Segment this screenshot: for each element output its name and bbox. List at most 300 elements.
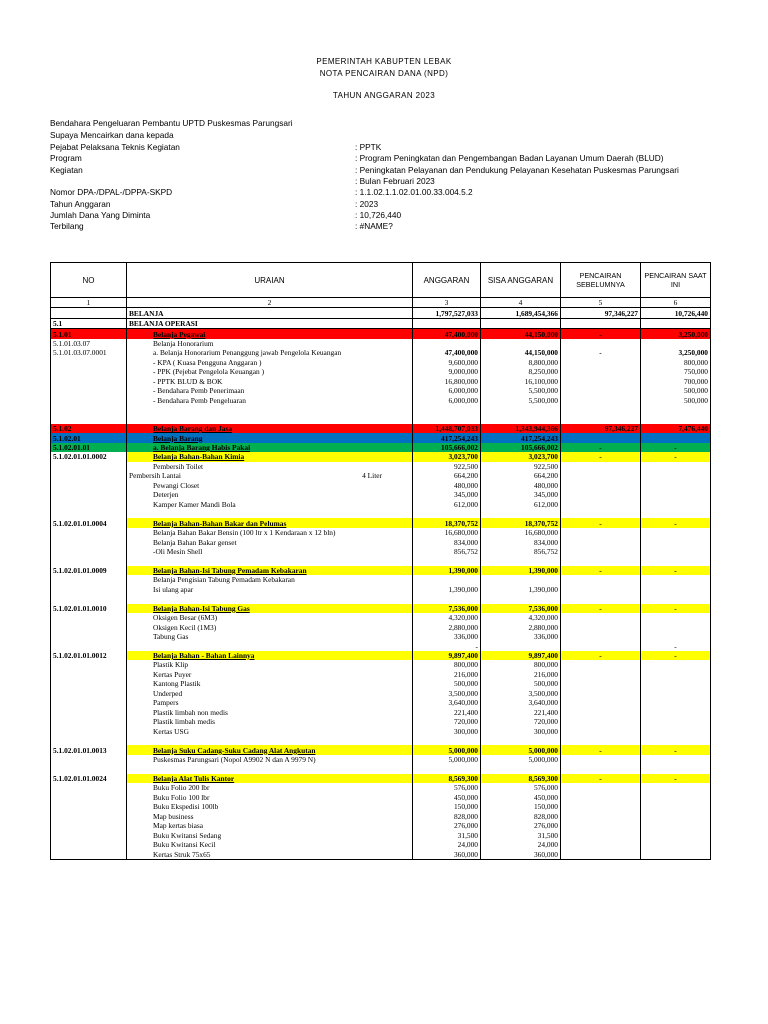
cell-anggaran bbox=[413, 575, 481, 584]
cell-no bbox=[51, 698, 127, 707]
cell-anggaran bbox=[413, 318, 481, 328]
table-row bbox=[51, 348, 711, 357]
cell-pencairan-saat-ini bbox=[641, 840, 711, 849]
cell-text: 5.1.02.01.01.0010 bbox=[53, 603, 107, 613]
cell-no bbox=[51, 452, 127, 461]
table-row bbox=[51, 764, 711, 773]
cell-pencairan-saat-ini bbox=[641, 547, 711, 556]
cell-uraian bbox=[127, 537, 413, 546]
col-number: 3 bbox=[413, 298, 481, 308]
cell-text: 5.1.01.03.07.0001 bbox=[53, 348, 107, 358]
cell-text: Buku Kwitansi Kecil bbox=[153, 840, 216, 850]
cell-text: - Bendahara Pemb Penerimaan bbox=[153, 386, 245, 396]
cell-no bbox=[51, 367, 127, 376]
cell-no bbox=[51, 556, 127, 565]
col-number: 6 bbox=[641, 298, 711, 308]
cell-uraian bbox=[127, 500, 413, 509]
cell-pencairan-saat-ini bbox=[641, 717, 711, 726]
cell-pencairan-sebelumnya bbox=[561, 707, 641, 716]
cell-text: 44,150,000 bbox=[524, 329, 558, 339]
cell-pencairan-saat-ini bbox=[641, 528, 711, 537]
cell-text: 417,254,243 bbox=[441, 433, 478, 443]
cell-no bbox=[51, 433, 127, 442]
cell-text: -Oli Mesin Shell bbox=[153, 547, 203, 556]
cell-uraian bbox=[127, 377, 413, 386]
cell-sisa-anggaran bbox=[481, 717, 561, 726]
table-row bbox=[51, 811, 711, 820]
cell-text: 3,640,000 bbox=[528, 698, 558, 708]
info-line-instruction: Supaya Mencairkan dana kepada bbox=[50, 130, 174, 140]
cell-pencairan-sebelumnya bbox=[561, 396, 641, 405]
cell-text: 1,689,454,366 bbox=[515, 308, 558, 318]
cell-no bbox=[51, 348, 127, 357]
cell-pencairan-saat-ini bbox=[641, 613, 711, 622]
cell-text: - bbox=[674, 773, 677, 783]
cell-pencairan-saat-ini bbox=[641, 358, 711, 367]
cell-text: Kertas USG bbox=[153, 726, 189, 736]
cell-pencairan-sebelumnya bbox=[561, 500, 641, 509]
cell-pencairan-saat-ini bbox=[641, 622, 711, 631]
cell-text: 5.1.02.01.01.0024 bbox=[53, 773, 107, 783]
table-row bbox=[51, 481, 711, 490]
cell-no bbox=[51, 745, 127, 754]
cell-text: Belanja Bahan-Isi Tabung Gas bbox=[153, 603, 250, 613]
cell-sisa-anggaran bbox=[481, 821, 561, 830]
cell-anggaran bbox=[413, 622, 481, 631]
info-field-label: Tahun Anggaran bbox=[50, 198, 111, 209]
cell-text: 3,250,000 bbox=[678, 348, 708, 358]
cell-text: 300,000 bbox=[453, 726, 478, 736]
cell-text: 31,500 bbox=[537, 830, 558, 840]
cell-pencairan-sebelumnya bbox=[561, 443, 641, 452]
cell-text: 1,797,527,033 bbox=[435, 308, 478, 318]
cell-text: 5.1.02.01.01.0012 bbox=[53, 650, 107, 660]
cell-text: Oksigen Kecil (1M3) bbox=[153, 622, 217, 632]
cell-text: 8,250,000 bbox=[528, 367, 558, 377]
cell-text: 664,200 bbox=[453, 471, 478, 481]
table-row bbox=[51, 755, 711, 764]
cell-pencairan-sebelumnya bbox=[561, 528, 641, 537]
cell-text: 221,400 bbox=[453, 707, 478, 717]
cell-pencairan-saat-ini bbox=[641, 348, 711, 357]
cell-pencairan-saat-ini bbox=[641, 736, 711, 745]
table-row bbox=[51, 377, 711, 386]
cell-anggaran bbox=[413, 594, 481, 603]
cell-sisa-anggaran bbox=[481, 745, 561, 754]
cell-anggaran bbox=[413, 698, 481, 707]
cell-sisa-anggaran bbox=[481, 471, 561, 480]
cell-text: Map kertas biasa bbox=[153, 821, 204, 831]
cell-sisa-anggaran bbox=[481, 670, 561, 679]
cell-text: 24,000 bbox=[537, 840, 558, 850]
cell-text: 856,752 bbox=[533, 547, 558, 556]
cell-anggaran bbox=[413, 755, 481, 764]
cell-uraian bbox=[127, 396, 413, 405]
cell-no bbox=[51, 793, 127, 802]
cell-pencairan-saat-ini bbox=[641, 783, 711, 792]
cell-sisa-anggaran bbox=[481, 386, 561, 395]
cell-pencairan-saat-ini bbox=[641, 670, 711, 679]
cell-no bbox=[51, 717, 127, 726]
cell-text: 16,100,000 bbox=[524, 376, 558, 386]
cell-text: Pewangi Closet bbox=[153, 480, 200, 490]
table-row bbox=[51, 679, 711, 688]
cell-pencairan-sebelumnya bbox=[561, 660, 641, 669]
cell-pencairan-saat-ini bbox=[641, 755, 711, 764]
info-line-treasurer: Bendahara Pengeluaran Pembantu UPTD Puskesmas Parungsari bbox=[50, 118, 293, 128]
cell-text: 576,000 bbox=[453, 783, 478, 793]
cell-anggaran bbox=[413, 471, 481, 480]
cell-text: 5,000,000 bbox=[448, 754, 478, 764]
cell-sisa-anggaran bbox=[481, 811, 561, 820]
cell-text: Puskesmas Parungsari (Nopol A9902 N dan A 9979 N) bbox=[153, 754, 316, 764]
cell-text: 276,000 bbox=[533, 821, 558, 831]
cell-pencairan-saat-ini bbox=[641, 452, 711, 461]
cell-pencairan-saat-ini bbox=[641, 585, 711, 594]
cell-anggaran bbox=[413, 339, 481, 348]
cell-pencairan-saat-ini bbox=[641, 518, 711, 527]
cell-pencairan-sebelumnya bbox=[561, 736, 641, 745]
cell-sisa-anggaran bbox=[481, 575, 561, 584]
cell-text: 417,254,243 bbox=[521, 433, 558, 443]
cell-anggaran bbox=[413, 348, 481, 357]
cell-text: Buku Ekspedisi 100lb bbox=[153, 802, 219, 812]
cell-text: 856,752 bbox=[453, 547, 478, 556]
cell-text: 97,346,227 bbox=[604, 424, 638, 434]
table-row bbox=[51, 424, 711, 433]
cell-no bbox=[51, 764, 127, 773]
cell-text: 922,500 bbox=[533, 461, 558, 471]
cell-pencairan-sebelumnya bbox=[561, 755, 641, 764]
cell-pencairan-sebelumnya bbox=[561, 318, 641, 328]
cell-text: - bbox=[674, 641, 677, 651]
cell-text: - bbox=[599, 773, 602, 783]
cell-uraian bbox=[127, 528, 413, 537]
cell-text: 345,000 bbox=[533, 490, 558, 500]
cell-pencairan-saat-ini bbox=[641, 414, 711, 423]
cell-text: 150,000 bbox=[533, 802, 558, 812]
cell-no bbox=[51, 386, 127, 395]
cell-pencairan-saat-ini bbox=[641, 604, 711, 613]
cell-pencairan-saat-ini bbox=[641, 556, 711, 565]
cell-sisa-anggaran bbox=[481, 433, 561, 442]
cell-text: 44,150,000 bbox=[524, 348, 558, 358]
cell-pencairan-sebelumnya bbox=[561, 793, 641, 802]
cell-text: Belanja Bahan-Bahan Bakar dan Pelumas bbox=[153, 518, 287, 528]
cell-text: 1,390,000 bbox=[448, 565, 478, 575]
cell-text: - bbox=[674, 745, 677, 755]
cell-no bbox=[51, 329, 127, 339]
cell-text: 4,320,000 bbox=[448, 613, 478, 623]
cell-pencairan-saat-ini bbox=[641, 405, 711, 414]
cell-text: 500,000 bbox=[683, 395, 708, 405]
cell-anggaran bbox=[413, 547, 481, 556]
cell-pencairan-sebelumnya bbox=[561, 424, 641, 433]
cell-uraian bbox=[127, 830, 413, 839]
cell-sisa-anggaran bbox=[481, 802, 561, 811]
cell-text: 24,000 bbox=[457, 840, 478, 850]
cell-text: Map business bbox=[153, 811, 194, 821]
cell-text: 800,000 bbox=[453, 660, 478, 670]
cell-text: 3,023,700 bbox=[528, 452, 558, 462]
cell-uraian bbox=[127, 594, 413, 603]
cell-text: Buku Kwitansi Sedang bbox=[153, 830, 222, 840]
item-label: Pembersih Lantai bbox=[129, 471, 181, 481]
cell-sisa-anggaran bbox=[481, 613, 561, 622]
cell-text: - bbox=[599, 443, 602, 453]
cell-text: 16,800,000 bbox=[444, 376, 478, 386]
cell-pencairan-sebelumnya bbox=[561, 830, 641, 839]
cell-text bbox=[129, 405, 153, 414]
cell-sisa-anggaran bbox=[481, 840, 561, 849]
cell-no bbox=[51, 481, 127, 490]
cell-text: 3,500,000 bbox=[448, 688, 478, 698]
cell-anggaran bbox=[413, 764, 481, 773]
cell-uraian bbox=[127, 547, 413, 556]
cell-pencairan-sebelumnya bbox=[561, 575, 641, 584]
cell-no bbox=[51, 830, 127, 839]
cell-sisa-anggaran bbox=[481, 490, 561, 499]
cell-text: 500,000 bbox=[453, 679, 478, 689]
table-row bbox=[51, 405, 711, 414]
cell-pencairan-saat-ini bbox=[641, 339, 711, 348]
cell-pencairan-saat-ini bbox=[641, 689, 711, 698]
table-header-row bbox=[51, 263, 711, 298]
cell-pencairan-sebelumnya bbox=[561, 821, 641, 830]
table-row bbox=[51, 433, 711, 442]
cell-uraian bbox=[127, 802, 413, 811]
cell-uraian bbox=[127, 783, 413, 792]
cell-sisa-anggaran bbox=[481, 547, 561, 556]
cell-no bbox=[51, 783, 127, 792]
cell-text: - bbox=[674, 565, 677, 575]
table-row bbox=[51, 840, 711, 849]
cell-text: 664,200 bbox=[533, 471, 558, 481]
table-row bbox=[51, 443, 711, 452]
cell-text: - bbox=[674, 443, 677, 453]
table-row bbox=[51, 471, 711, 480]
cell-text: 5.1.02.01.01.0002 bbox=[53, 452, 107, 462]
cell-text: 336,000 bbox=[533, 632, 558, 642]
cell-no bbox=[51, 604, 127, 613]
cell-sisa-anggaran bbox=[481, 679, 561, 688]
cell-text: - bbox=[599, 650, 602, 660]
cell-text: Plastik Klip bbox=[153, 660, 189, 670]
cell-no bbox=[51, 585, 127, 594]
cell-text: Belanja Pegawai bbox=[153, 329, 206, 339]
table-row bbox=[51, 490, 711, 499]
cell-uraian bbox=[127, 793, 413, 802]
cell-anggaran bbox=[413, 660, 481, 669]
cell-text: 5.1 bbox=[53, 319, 63, 329]
cell-sisa-anggaran bbox=[481, 707, 561, 716]
cell-pencairan-sebelumnya bbox=[561, 329, 641, 339]
cell-no bbox=[51, 613, 127, 622]
col-number: 4 bbox=[481, 298, 561, 308]
cell-anggaran bbox=[413, 821, 481, 830]
cell-text: 150,000 bbox=[453, 802, 478, 812]
cell-text bbox=[129, 764, 153, 773]
cell-pencairan-sebelumnya bbox=[561, 613, 641, 622]
cell-text: Belanja Honorarium bbox=[153, 339, 214, 349]
cell-no bbox=[51, 594, 127, 603]
cell-pencairan-saat-ini bbox=[641, 641, 711, 650]
cell-text: 834,000 bbox=[453, 537, 478, 547]
cell-text: 5.1.01 bbox=[53, 329, 72, 339]
cell-no bbox=[51, 500, 127, 509]
table-row bbox=[51, 707, 711, 716]
table-row bbox=[51, 745, 711, 754]
cell-text: 216,000 bbox=[453, 669, 478, 679]
cell-pencairan-saat-ini bbox=[641, 679, 711, 688]
cell-text: 9,600,000 bbox=[448, 357, 478, 367]
cell-uraian bbox=[127, 613, 413, 622]
cell-text: 7,476,440 bbox=[678, 424, 708, 434]
cell-pencairan-saat-ini bbox=[641, 698, 711, 707]
cell-pencairan-saat-ini bbox=[641, 594, 711, 603]
cell-uraian bbox=[127, 840, 413, 849]
cell-uraian bbox=[127, 556, 413, 565]
cell-pencairan-sebelumnya bbox=[561, 717, 641, 726]
table-row bbox=[51, 594, 711, 603]
cell-uraian bbox=[127, 811, 413, 820]
cell-pencairan-sebelumnya bbox=[561, 339, 641, 348]
cell-anggaran bbox=[413, 528, 481, 537]
cell-no bbox=[51, 396, 127, 405]
table-row bbox=[51, 632, 711, 641]
cell-sisa-anggaran bbox=[481, 308, 561, 318]
cell-pencairan-saat-ini bbox=[641, 821, 711, 830]
table-row bbox=[51, 604, 711, 613]
cell-sisa-anggaran bbox=[481, 660, 561, 669]
cell-anggaran bbox=[413, 462, 481, 471]
cell-no bbox=[51, 377, 127, 386]
header-no: NO bbox=[51, 263, 127, 298]
cell-text: Plastik limbah medis bbox=[153, 717, 215, 727]
cell-text: 7,536,000 bbox=[528, 603, 558, 613]
cell-pencairan-saat-ini bbox=[641, 308, 711, 318]
cell-pencairan-sebelumnya bbox=[561, 556, 641, 565]
cell-pencairan-sebelumnya bbox=[561, 386, 641, 395]
cell-sisa-anggaran bbox=[481, 698, 561, 707]
cell-sisa-anggaran bbox=[481, 585, 561, 594]
cell-text bbox=[129, 509, 153, 518]
document-subtitle: NOTA PENCAIRAN DANA (NPD) bbox=[319, 69, 449, 78]
budget-table bbox=[50, 262, 711, 860]
cell-pencairan-sebelumnya bbox=[561, 509, 641, 518]
cell-pencairan-sebelumnya bbox=[561, 641, 641, 650]
info-field-value: : Peningkatan Pelayanan dan Pendukung Pelayanan Kesehatan Puskesmas Parungsari bbox=[355, 164, 679, 175]
cell-no bbox=[51, 736, 127, 745]
cell-text: 9,000,000 bbox=[448, 367, 478, 377]
cell-text: Buku Folio 100 lbr bbox=[153, 792, 210, 802]
table-row bbox=[51, 698, 711, 707]
info-field-label: Nomor DPA-/DPAL-/DPPA-SKPD bbox=[50, 187, 173, 198]
table-row bbox=[51, 339, 711, 348]
cell-pencairan-saat-ini bbox=[641, 764, 711, 773]
cell-pencairan-sebelumnya bbox=[561, 632, 641, 641]
cell-pencairan-sebelumnya bbox=[561, 308, 641, 318]
cell-uraian bbox=[127, 566, 413, 575]
cell-text: 5,500,000 bbox=[528, 386, 558, 396]
cell-text: 5,000,000 bbox=[528, 754, 558, 764]
table-row bbox=[51, 575, 711, 584]
cell-pencairan-saat-ini bbox=[641, 537, 711, 546]
cell-text: 10,726,440 bbox=[674, 308, 708, 318]
info-field-label: Kegiatan bbox=[50, 164, 83, 175]
header-pencairan-sebelumnya: PENCAIRAN SEBELUMNYA bbox=[561, 263, 641, 298]
cell-pencairan-saat-ini bbox=[641, 651, 711, 660]
cell-sisa-anggaran bbox=[481, 556, 561, 565]
cell-anggaran bbox=[413, 830, 481, 839]
cell-pencairan-sebelumnya bbox=[561, 726, 641, 735]
cell-pencairan-saat-ini bbox=[641, 830, 711, 839]
cell-uraian bbox=[127, 632, 413, 641]
cell-sisa-anggaran bbox=[481, 641, 561, 650]
cell-text: 5.1.02.01.01.0013 bbox=[53, 745, 107, 755]
cell-pencairan-sebelumnya bbox=[561, 566, 641, 575]
cell-anggaran bbox=[413, 481, 481, 490]
cell-pencairan-sebelumnya bbox=[561, 670, 641, 679]
cell-text: Belanja Barang dan Jasa bbox=[153, 424, 233, 434]
table-row bbox=[51, 641, 711, 650]
cell-pencairan-saat-ini bbox=[641, 726, 711, 735]
cell-text: 18,370,752 bbox=[524, 518, 558, 528]
cell-text: Belanja Bahan-Isi Tabung Pemadam Kebakaran bbox=[153, 565, 307, 575]
cell-no bbox=[51, 462, 127, 471]
header-uraian: URAIAN bbox=[127, 263, 413, 298]
cell-no bbox=[51, 318, 127, 328]
cell-pencairan-saat-ini bbox=[641, 849, 711, 859]
table-column-number-row bbox=[51, 298, 711, 308]
cell-text: 6,000,000 bbox=[448, 395, 478, 405]
cell-anggaran bbox=[413, 566, 481, 575]
cell-text: 336,000 bbox=[453, 632, 478, 642]
cell-sisa-anggaran bbox=[481, 481, 561, 490]
cell-text bbox=[129, 594, 153, 603]
cell-text: 480,000 bbox=[533, 480, 558, 490]
cell-uraian bbox=[127, 452, 413, 461]
cell-text: Underped bbox=[153, 688, 183, 698]
cell-no bbox=[51, 679, 127, 688]
cell-text: 216,000 bbox=[533, 669, 558, 679]
cell-pencairan-sebelumnya bbox=[561, 585, 641, 594]
cell-text: 750,000 bbox=[683, 367, 708, 377]
cell-text: 834,000 bbox=[533, 537, 558, 547]
cell-text: 3,023,700 bbox=[448, 452, 478, 462]
header-pencairan-saat-ini: PENCAIRAN SAAT INI bbox=[641, 263, 711, 298]
cell-pencairan-saat-ini bbox=[641, 509, 711, 518]
table-row bbox=[51, 367, 711, 376]
cell-text: Belanja Bahan - Bahan Lainnya bbox=[153, 650, 255, 660]
cell-anggaran bbox=[413, 726, 481, 735]
cell-anggaran bbox=[413, 500, 481, 509]
cell-text: Deterjen bbox=[153, 490, 179, 500]
cell-text: 1,390,000 bbox=[528, 565, 558, 575]
cell-sisa-anggaran bbox=[481, 632, 561, 641]
table-row bbox=[51, 318, 711, 328]
cell-uraian bbox=[127, 433, 413, 442]
document-title: PEMERINTAH KABUPTEN LEBAK bbox=[316, 57, 452, 66]
cell-no bbox=[51, 308, 127, 318]
table-row bbox=[51, 793, 711, 802]
cell-text: a. Belanja Honorarium Penanggung jawab Pengelola Keuangan bbox=[153, 348, 342, 358]
info-field-value: : 10,726,440 bbox=[355, 209, 402, 220]
table-row bbox=[51, 358, 711, 367]
cell-text: 5,000,000 bbox=[448, 745, 478, 755]
cell-no bbox=[51, 849, 127, 859]
cell-text: - bbox=[599, 603, 602, 613]
